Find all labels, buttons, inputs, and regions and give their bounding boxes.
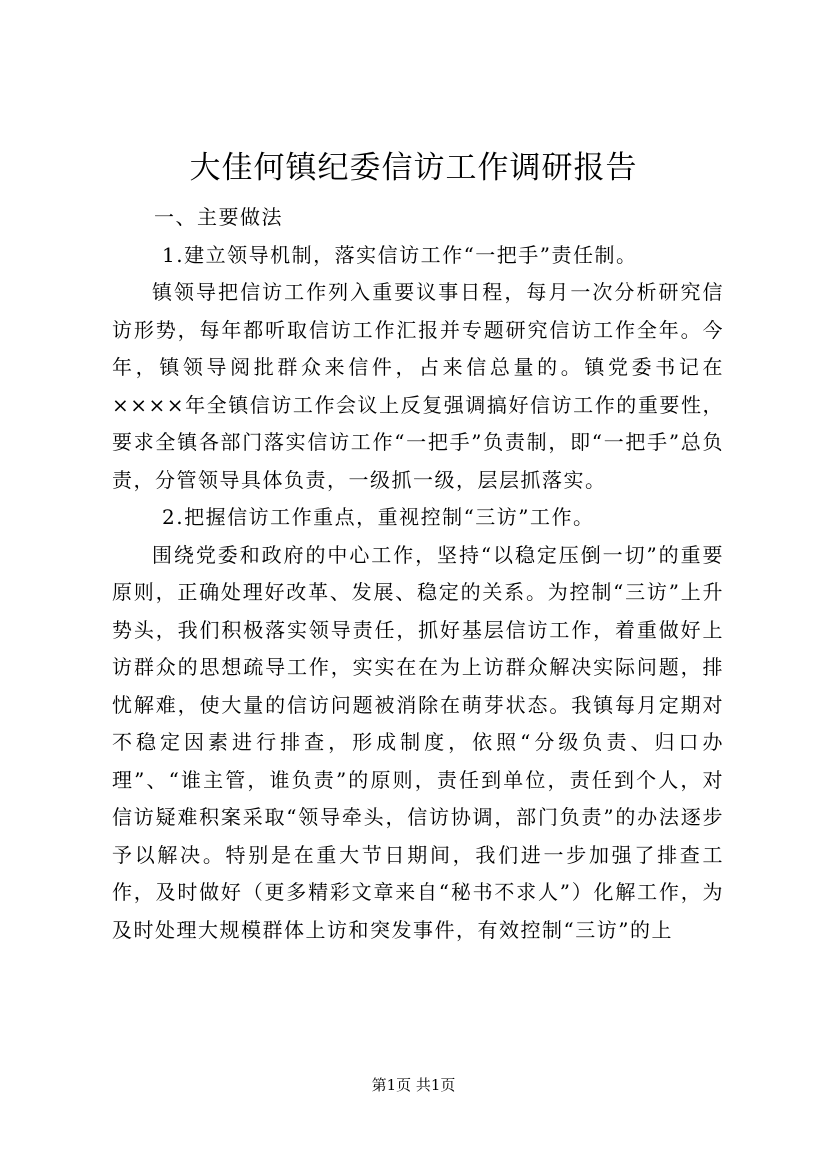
item1-paragraph: 镇领导把信访工作列入重要议事日程，每月一次分析研究信访形势，每年都听取信访工作汇报并专题研究信访工作全年。今年，镇领导阅批群众来信件，占来信总量的。镇党委书记在××××年全镇信访工作会议上反复强调搞好信访工作的重要性，要求全镇各部门落实信访工作“一把手”负责制，即“一把手”总负责，分管领导具体负责，一级抓一级，层层抓落实。 (112, 280, 724, 492)
document-title: 大佳何镇纪委信访工作调研报告 (189, 150, 638, 186)
page-footer: 第1页 共1页 (371, 1076, 456, 1094)
item2-paragraph: 围绕党委和政府的中心工作，坚持“以稳定压倒一切”的重要原则，正确处理好改革、发展、稳定的关系。为控制“三访”上升势头，我们积极落实领导责任，抓好基层信访工作，着重做好上访群众的思想疏导工作，实实在在为上访群众解决实际问题，排忧解难，使大量的信访问题被消除在萌芽状态。我镇每月定期对不稳定因素进行排查，形成制度，依照“分级负责、归口办理”、“谁主管，谁负责”的原则，责任到单位，责任到个人，对信访疑难积案采取“领导牵头，信访协调，部门负责”的办法逐步予以解决。特别是在重大节日期间，我们进一步加强了排查工作，及时做好（更多精彩文章来自“秘书不求人”）化解工作，为及时处理大规模群体上访和突发事件，有效控制“三访”的上 (112, 542, 724, 942)
document-body (112, 199, 724, 949)
section-heading: 一、主要做法 (154, 205, 283, 229)
item1-heading: 1.建立领导机制，落实信访工作“一把手”责任制。 (162, 242, 638, 267)
item2-heading: 2.把握信访工作重点，重视控制“三访”工作。 (162, 505, 595, 529)
